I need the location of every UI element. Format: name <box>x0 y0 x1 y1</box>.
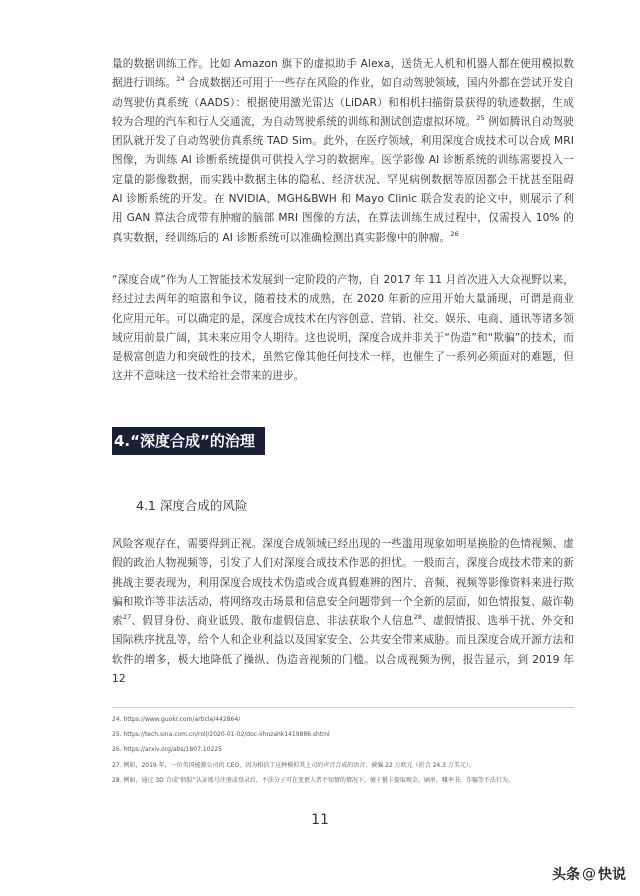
footnote-ref: 28 <box>413 613 423 622</box>
footnote-item: 28. 例如，通过 3D 合成“假脸”认证账号注册或登录后，不法分子可在变更人者不知情的情况下，擅于篡卡提取现金，刷单，赚率书，诈骗等不法行为。 <box>112 776 514 784</box>
footnotes-list <box>112 712 582 788</box>
footnote-divider <box>112 707 574 708</box>
watermark <box>552 864 626 884</box>
watermark-prefix: 头条 <box>552 867 580 883</box>
page-number: 11 <box>311 812 329 828</box>
body-paragraph-2: “深度合成”作为人工智能技术发展到一定阶段的产物，自 2017 年 11 月首次进入大众视野以来，经过过去两年的喧嚣和争议，随着技术的成熟，在 2020 年新的应用开始大量涌现，可谓是商业化应用元年。可以确定的是，深度合成技术在内容创意、营销、社交、娱乐、电商、通讯等诸多领域应用前景广阔，其未来应用令人期待。这也说明，深度合成并非关于“伪造”和“欺骗”的技术，而是极富创造力和突破性的技术，虽然它像其他任何技术一样，也催生了一系列必须面对的难题，但这并不意味这一技术给社会带来的进步。 <box>112 274 574 383</box>
section-heading: 4.“深度合成”的治理 <box>112 427 265 455</box>
footnote-ref: 24 <box>176 75 185 84</box>
body-paragraph-1: 量的数据训练工作。比如 Amazon 旗下的虚拟助手 Alexa，送货无人机和机器人都在使用模拟数据进行训练。$^{24}$ 合成数据还可用于一些存在风险的作业，如自动驾驶领域，国内外都在尝试开发自动驾驶仿真系统（AADS）：根据使用激光雷达（LiDAR）和相机扫描街景获得的轨迹数据，生成较为合理的汽车和行人交通流，为自动驾驶系统的训练和测试创造虚拟环境。$^{25}$ 例如腾讯自动驾驶团队就开发了自动驾驶仿真系统 TAD Sim。此外，在医疗领域，利用深度合成技术可以合成 MRI 图像，为训练 AI 诊断系统提供可供投入学习的数据库。医学影像 AI 诊断系统的训练需要投入一定量的影像数据，而实践中数据主体的隐私、经济状况、罕见病例数据等原因都会干扰甚至阻碍 AI 诊断系统的开发。在 NVIDIA、MGH&BWH 和 Mayo Clinic 联合发表的论文中，则展示了利用 GAN 算法合成带有肿瘤的脑部 MRI 图像的方法，在算法训练生成过程中，仅需投入 10% 的真实数据，经训练后的 AI 诊断系统可以准确检测出真实影像中的肿瘤。$^{26}$ <box>112 58 574 244</box>
footnote-ref: 26 <box>450 229 459 238</box>
watermark-name: 快说 <box>598 867 626 883</box>
footnote-ref: 27 <box>122 613 132 622</box>
body-paragraph-3: 风险客观存在，需要得到正视。深度合成领域已经出现的一些滥用现象如明星换脸的色情视频、虚假的政治人物视频等，引发了人们对深度合成技术作恶的担忧。一般而言，深度合成技术带来的新挑战主要表现为，利用深度合成技术伪造或合成真假难辨的图片、音频、视频等影像资料来进行欺骗和欺诈等非法活动，将网络攻击场景和信息安全问题带到一个全新的层面，如色情报复、敲诈勒索$^{27}$、假冒身份、商业诋毁、散布虚假信息、非法获取个人信息$^{28}$、虚假情报、选举干扰、外交和国际秩序扰乱等，给个人和企业利益以及国家安全、公共安全带来威胁。而且深度合成开源方法和软件的增多，极大地降低了操纵、伪造音视频的门槛。以合成视频为例，报告显示，到 2019 年 12 <box>112 538 574 686</box>
sub-heading: 4.1 深度合成的风险 <box>136 498 248 513</box>
footnote-item: 26. https://arxiv.org/abs/1807.10225 <box>112 746 222 754</box>
watermark-at: @ <box>582 866 596 882</box>
footnote-ref: 25 <box>476 113 485 122</box>
footnote-item: 27. 例如，2019 年，一位英国能源公司的 CEO，因为相信了这种模拟其上司的声音合成的语音，被骗 22 万欧元（折合 24.3 万美元）。 <box>112 761 475 769</box>
footnote-item: 25. https://tech.sina.com.cn/roll/2020-01-02/doc-iihnzahk1419886.shtml <box>112 731 330 739</box>
footnote-item: 24. https://www.guokr.com/article/442864/ <box>112 716 241 723</box>
